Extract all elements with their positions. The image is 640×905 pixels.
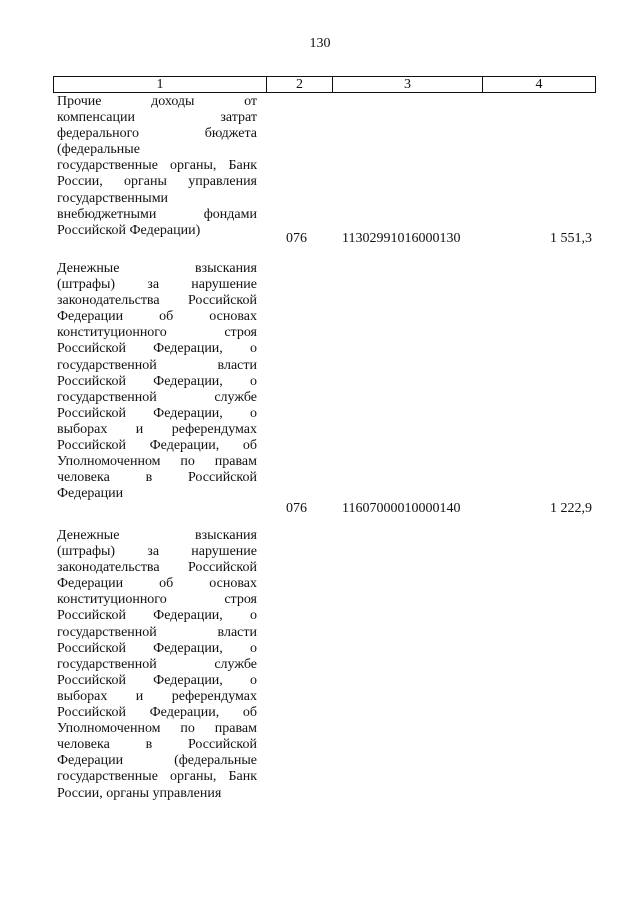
description-line: Прочие доходы от [57,94,257,109]
description-line: России, органы управления [57,785,222,801]
description-line: Российской Федерации, о [57,341,257,357]
description-line: законодательства Российской [57,293,257,309]
description-line: (штрафы) за нарушение [57,277,257,293]
description-line: человека в Российской [57,470,257,486]
description-line: государственной службе [57,656,257,672]
admin-code: 076 [286,501,307,516]
description-line: Российской Федерации, о [57,405,257,421]
header-col-2: 2 [267,77,333,92]
amount-value: 1 551,3 [550,231,592,246]
description-line: внебюджетными фондами [57,206,257,222]
description-line: государственной власти [57,357,257,373]
description-line: (федеральные [57,142,140,158]
description-line: Федерации об основах [57,309,257,325]
description-line: (штрафы) за нарушение [57,544,257,560]
kbk-code: 11302991016000130 [342,231,461,246]
description-line: государственной службе [57,389,257,405]
table-header-row [53,76,596,93]
description-line: Федерации об основах [57,576,257,592]
description-line: государственными [57,190,169,206]
kbk-code: 11607000010000140 [342,501,461,516]
description-line: Российской Федерации, о [57,672,257,688]
description-line: Российской Федерации, об [57,705,257,721]
description-line: России, органы управления [57,174,257,190]
description-line: Российской Федерации, о [57,640,257,656]
description-line: Денежные взыскания [57,528,257,543]
header-col-1: 1 [54,77,267,92]
description-line: Уполномоченном по правам [57,454,257,470]
description-line: Федерации [57,486,124,502]
header-col-4: 4 [535,77,543,92]
amount-value: 1 222,9 [550,501,592,516]
row-description [57,94,257,239]
description-line: Федерации (федеральные [57,753,257,769]
description-line: конституционного строя [57,325,257,341]
description-line: федерального бюджета [57,126,257,142]
description-line: Российской Федерации, о [57,373,257,389]
description-line: человека в Российской [57,737,257,753]
description-line: Уполномоченном по правам [57,721,257,737]
description-line: Российской Федерации) [57,222,201,238]
description-line: компенсации затрат [57,110,257,126]
description-line: Российской Федерации, о [57,608,257,624]
admin-code: 076 [286,231,307,246]
row-description [57,261,257,502]
description-line: конституционного строя [57,592,257,608]
page-number: 130 [309,36,331,51]
description-line: выборах и референдумах [57,421,257,437]
header-col-3: 3 [333,77,483,92]
description-line: государственные органы, Банк [57,158,257,174]
description-line: выборах и референдумах [57,688,257,704]
description-line: государственной власти [57,624,257,640]
description-line: государственные органы, Банк [57,769,257,785]
row-description [57,528,257,802]
description-line: законодательства Российской [57,560,257,576]
description-line: Российской Федерации, об [57,438,257,454]
description-line: Денежные взыскания [57,261,257,276]
